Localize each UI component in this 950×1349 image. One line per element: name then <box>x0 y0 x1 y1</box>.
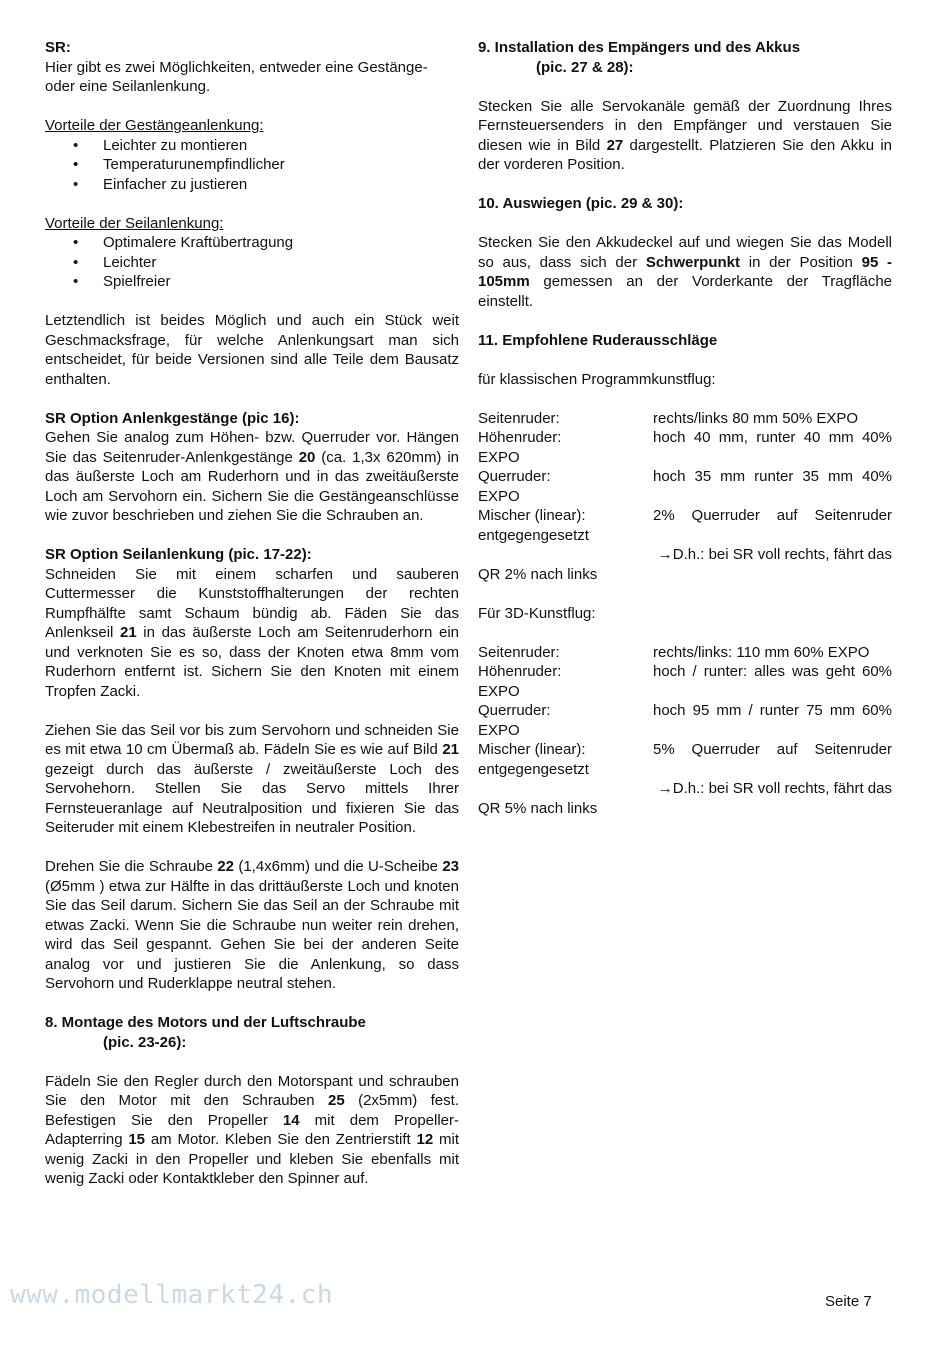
table-row: Höhenruder: hoch / runter: alles was geht 60% <box>478 663 892 680</box>
section9-paragraph: Stecken Sie alle Servokanäle gemäß der Zuordnung Ihres Fernsteuersenders in den Empfänger und verstauen Sie diesen wie in Bild 27 dargestellt. Platzieren Sie den Akku in der vorderen Position. <box>478 97 892 173</box>
option1-paragraph: Gehen Sie analog zum Höhen- bzw. Querruder vor. Hängen Sie das Seitenruder-Anlenkgestänge 20 (ca. 1,3x 620mm) in das äußerste Loch am Ruderhorn und in das zweitäußerste Loch am Servohorn ein. Sichern Sie die Gestängeanschlüsse wie zuvor beschrieben und ziehen Sie die Schrauben an. <box>45 429 459 524</box>
section10-title: 10. Auswiegen (pic. 29 & 30): <box>478 195 684 212</box>
section8-paragraph: Fädeln Sie den Regler durch den Motorspant und schrauben Sie den Motor mit den Schrauben 25 (2x5mm) fest. Befestigen Sie den Propeller 14 mit dem Propeller-Adapterring 15 am Motor. Kleben Sie den Zentrierstift 12 mit wenig Zacki in den Propeller und kleben Sie ebenfalls mit wenig Zacki oder Kontaktkleber den Spinner auf. <box>45 1072 460 1187</box>
classic-end-note: QR 2% nach links <box>478 565 598 583</box>
ziehen-paragraph: Ziehen Sie das Seil vor bis zum Servohorn und schneiden Sie es mit etwa 10 cm Übermaß ab. Fädeln Sie es wie auf Bild 21 gezeigt durch das äußerste / zweitäußerste Loch des Servohehorn. Stellen Sie das Servo mittels Ihrer Fernsteueranlage auf Neutralposition und fixieren Sie das Seiteruder mit einem Klebestreifen in neutraler Position. <box>45 721 459 836</box>
td-title: Für 3D-Kunstflug: <box>478 604 596 622</box>
list-item: • Temperaturunempfindlicher <box>45 155 459 175</box>
table-row: Mischer (linear): 5% Querruder auf Seitenruder <box>478 741 892 758</box>
page-number: Seite 7 <box>825 1293 872 1310</box>
table-row-continuation: entgegengesetzt <box>478 760 589 778</box>
seil-list <box>45 233 459 292</box>
list-item: • Leichter <box>45 253 459 273</box>
td-arrow-note: →D.h.: bei SR voll rechts, fährt das <box>657 780 892 797</box>
classic-title: für klassischen Programmkunstflug: <box>478 370 716 388</box>
section11-title: 11. Empfohlene Ruderausschläge <box>478 331 718 349</box>
table-row: Höhenruder: hoch 40 mm, runter 40 mm 40% <box>478 429 892 446</box>
left-column <box>45 38 459 1189</box>
watermark-url: www.modellmarkt24.ch <box>10 1280 334 1310</box>
list-item: • Optimalere Kraftübertragung <box>45 233 459 253</box>
drehen-paragraph: Drehen Sie die Schraube 22 (1,4x6mm) und die U-Scheibe 23 (Ø5mm ) etwa zur Hälfte in das drittäußerste Loch und knoten Sie das Seil darum. Sichern Sie das Seil an der Schraube mit etwas Zacki. Wenn Sie die Schraube nun weiter rein drehen, wird das Seil gespannt. Gehen Sie bei der anderen Seite analog vor und justieren Sie die Anlenkung, so dass Servohorn und Ruderklappe neutral stehen. <box>45 858 460 992</box>
table-row-continuation: EXPO <box>478 682 520 700</box>
classic-table <box>478 409 892 585</box>
sr-intro: Hier gibt es zwei Möglichkeiten, entweder eine Gestänge- oder eine Seilanlenkung. <box>45 58 428 95</box>
table-row-continuation: EXPO <box>478 721 520 739</box>
option2-title: SR Option Seilanlenkung (pic. 17-22): <box>45 546 312 563</box>
section9-title: 9. Installation des Empängers und des Akkus <box>478 39 801 56</box>
list-item: • Leichter zu montieren <box>45 136 459 156</box>
option2-paragraph: Schneiden Sie mit einem scharfen und sauberen Cuttermesser die Kunststoffhalterungen der rechten Rumpfhälfte samt Schaum bündig ab. Fäden Sie das Anlenkseil 21 in das äußerste Loch am Seitenruderhorn ein und verknoten Sie es so, dass der Knoten etwa 8mm vom Ruderhorn entfernt ist. Sichern Sie den Knoten mit einem Tropfen Zacki. <box>45 565 459 700</box>
sr-title: SR: <box>45 39 71 56</box>
table-row: Seitenruder: rechts/links 80 mm 50% EXPO <box>478 409 859 427</box>
classic-arrow-note: →D.h.: bei SR voll rechts, fährt das <box>657 546 892 563</box>
section9-subtitle: (pic. 27 & 28): <box>536 58 634 76</box>
conclusion-paragraph: Letztendlich ist beides Möglich und auch ein Stück weit Geschmacksfrage, für welche Anlenkungsart man sich entscheidet, für beide Versionen sind alle Teile dem Bausatz enthalten. <box>45 312 459 388</box>
table-row-continuation: entgegengesetzt <box>478 526 589 544</box>
section10-paragraph: Stecken Sie den Akkudeckel auf und wiegen Sie das Modell so aus, dass sich der Schwerpunkt in der Position 95 - 105mm gemessen an der Vorderkante der Tragfläche einstellt. <box>478 234 893 310</box>
table-row: Mischer (linear): 2% Querruder auf Seitenruder <box>478 507 892 524</box>
gestaenge-list <box>45 136 459 195</box>
table-row: Querruder: hoch 35 mm runter 35 mm 40% <box>478 468 892 485</box>
list-item: • Spielfreier <box>45 272 459 292</box>
seil-title: Vorteile der Seilanlenkung: <box>45 214 224 232</box>
gestaenge-title: Vorteile der Gestängeanlenkung: <box>45 117 264 134</box>
section8-subtitle: (pic. 23-26): <box>103 1033 187 1051</box>
right-column <box>478 38 892 818</box>
table-row: Seitenruder: rechts/links: 110 mm 60% EXPO <box>478 643 870 661</box>
td-end-note: QR 5% nach links <box>478 799 598 817</box>
section8-title: 8. Montage des Motors und der Luftschraube <box>45 1014 366 1031</box>
option1-title: SR Option Anlenkgestänge (pic 16): <box>45 409 300 427</box>
table-row-continuation: EXPO <box>478 487 520 505</box>
list-item: • Einfacher zu justieren <box>45 175 459 195</box>
table-row: Querruder: hoch 95 mm / runter 75 mm 60% <box>478 702 892 719</box>
td-table <box>478 643 892 819</box>
table-row-continuation: EXPO <box>478 448 520 466</box>
